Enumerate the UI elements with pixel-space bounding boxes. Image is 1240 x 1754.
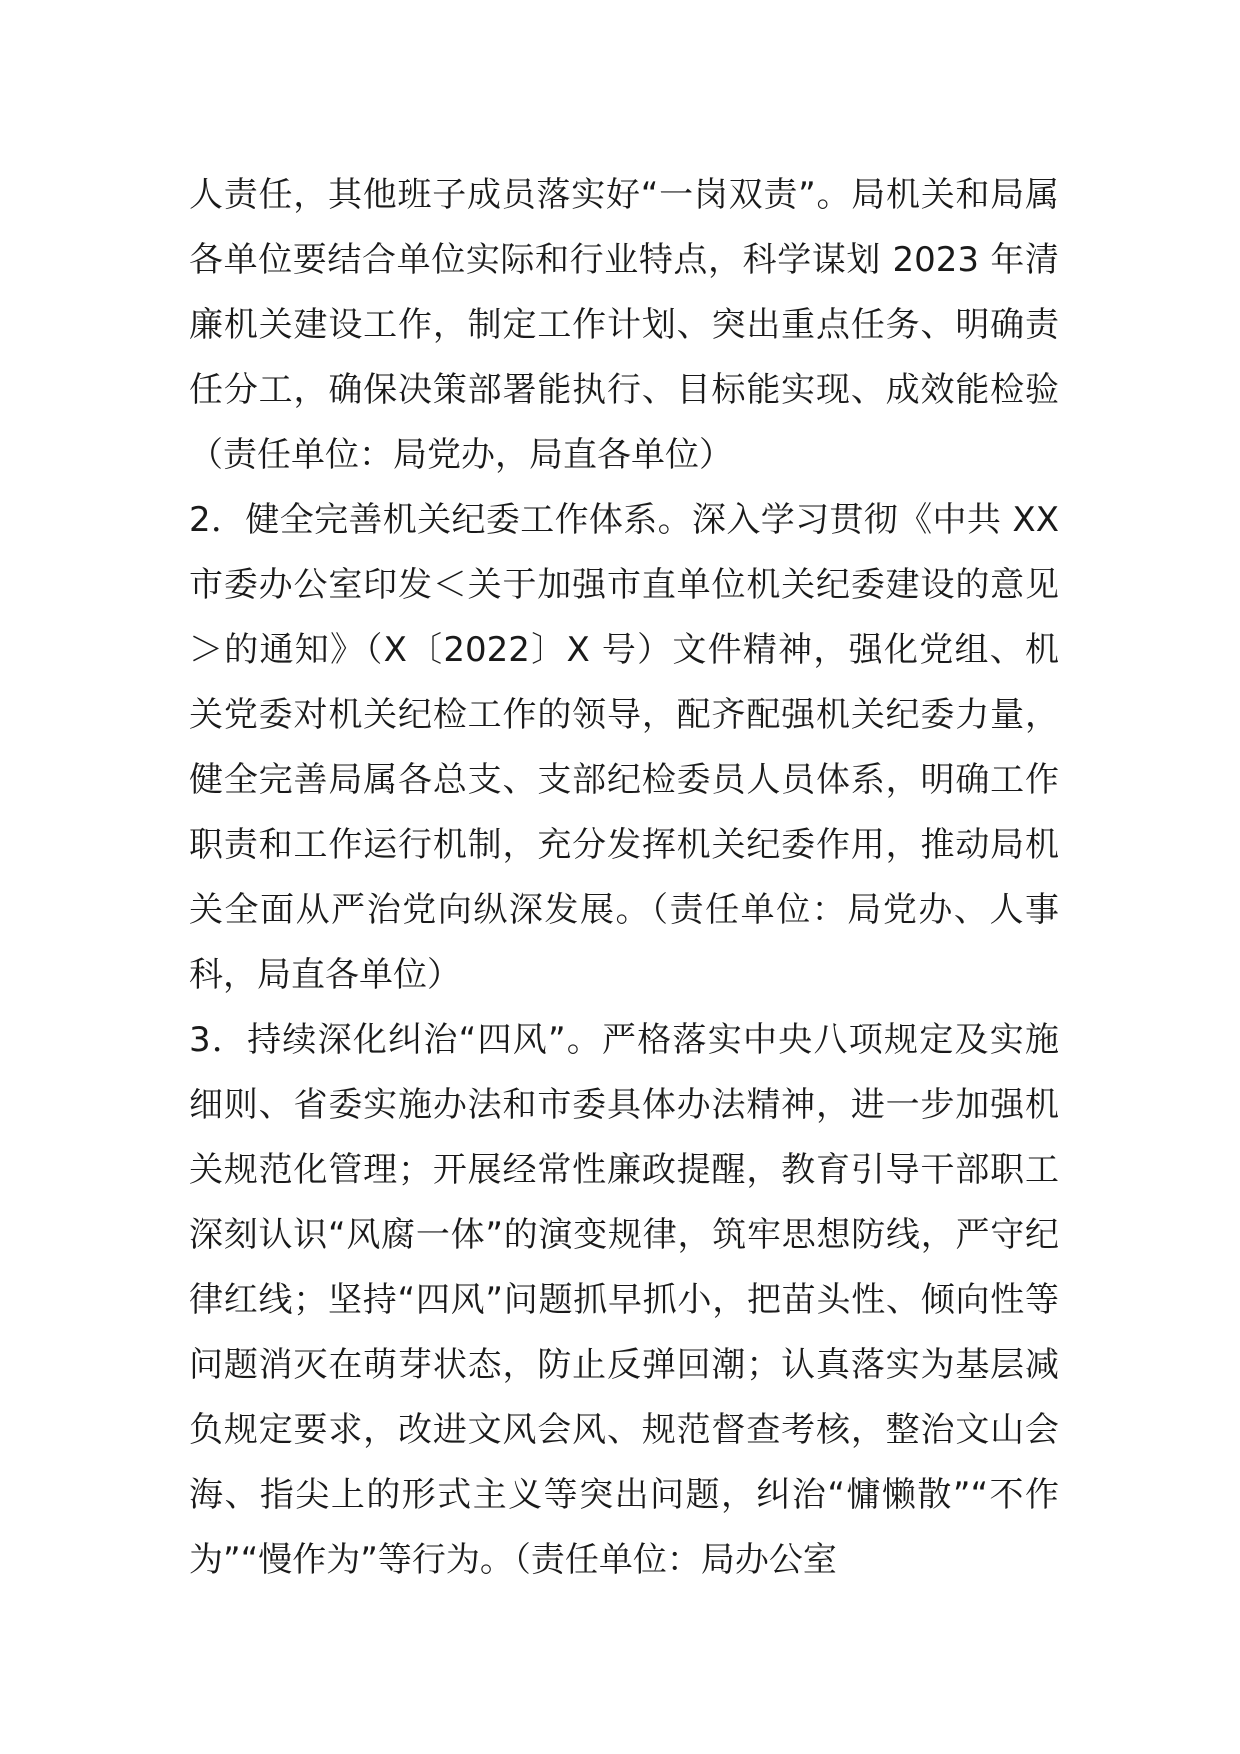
document-body [189,163,1059,1593]
paragraph-item-2: 2．健全完善机关纪委工作体系。深入学习贯彻《中共 XX 市委办公室印发＜关于加强市直单位机关纪委建设的意见＞的通知》（X〔2022〕X 号）文件精神，强化党组、机关党委对机关纪检工作的领导，配齐配强机关纪委力量，健全完善局属各总支、支部纪检委员人员体系，明确工作职责和工作运行机制，充分发挥机关纪委作用，推动局机关全面从严治党向纵深发展。（责任单位：局党办、人事科，局直各单位） [189,500,1059,995]
paragraph-item-3: 3．持续深化纠治“四风”。严格落实中央八项规定及实施细则、省委实施办法和市委具体办法精神，进一步加强机关规范化管理；开展经常性廉政提醒，教育引导干部职工深刻认识“风腐一体”的演变规律，筑牢思想防线，严守纪律红线；坚持“四风”问题抓早抓小，把苗头性、倾向性等问题消灭在萌芽状态，防止反弹回潮；认真落实为基层减负规定要求，改进文风会风、规范督查考核，整治文山会海、指尖上的形式主义等突出问题，纠治“慵懒散”“不作为”“慢作为”等行为。（责任单位：局办公室 [189,1020,1059,1580]
paragraph-continuation: 人责任，其他班子成员落实好“一岗双责”。局机关和局属各单位要结合单位实际和行业特点，科学谋划 2023 年清廉机关建设工作，制定工作计划、突出重点任务、明确责任分工，确保决策部署能执行、目标能实现、成效能检验（责任单位：局党办，局直各单位） [189,175,1059,475]
